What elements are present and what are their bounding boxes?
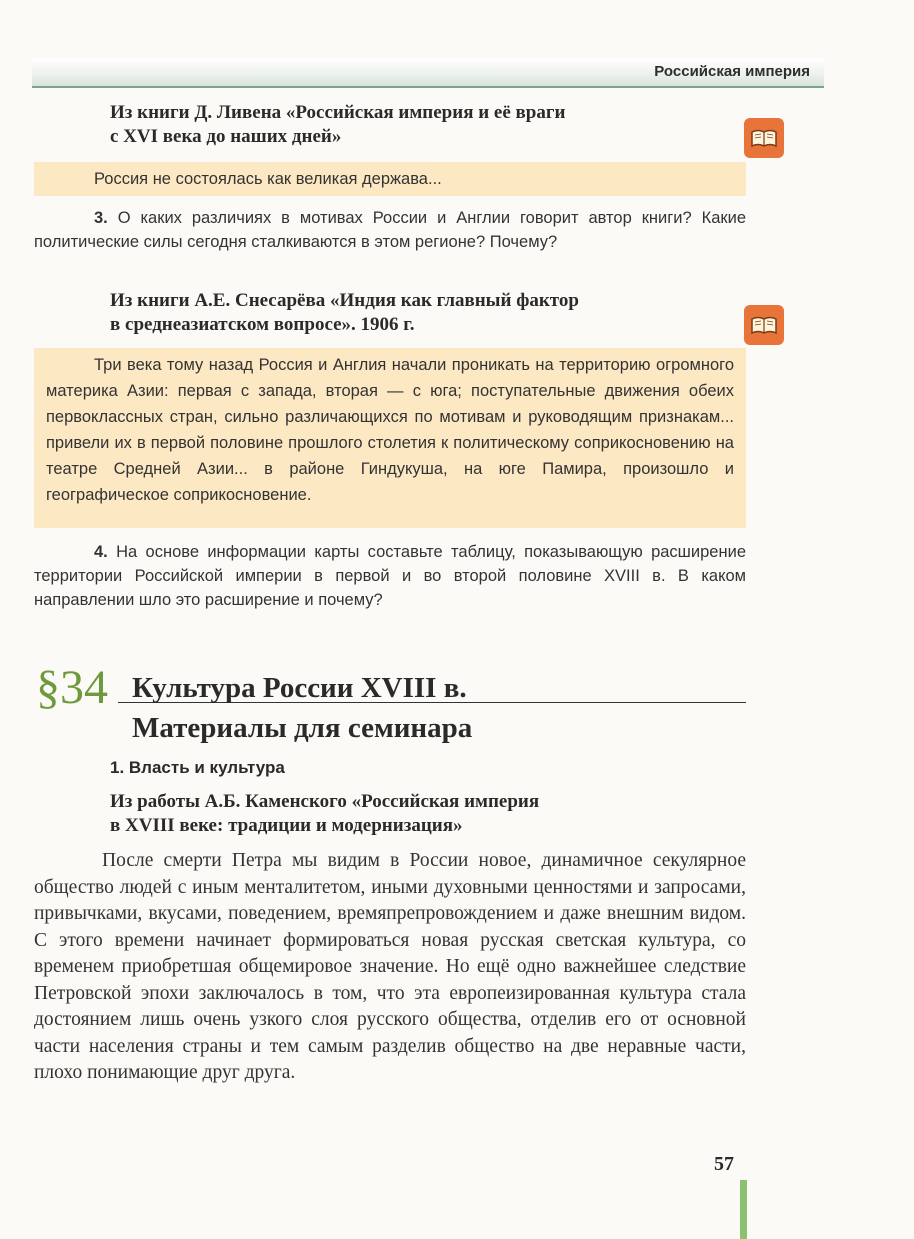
subsection-heading: 1. Власть и культура xyxy=(110,758,285,777)
running-header-title: Российская империя xyxy=(654,63,810,80)
source-2-quote-text: Три века тому назад Россия и Англия начали проникать на территорию огромного материка Азии: первая с запада, вторая — с юга; поступательные движения обеих первоклассных стран, сильно различающихся по мотивам и руководящим признакам... привели их в первой половине прошлого столетия к политическому соприкосновению на театре Средней Азии... в районе Гиндукуша, на юге Памира, произошло и географическое соприкосновение. xyxy=(46,356,734,504)
source-3-title-line2: в XVIII веке: традиции и модернизация» xyxy=(110,815,463,836)
question-4-number: 4. xyxy=(94,543,108,561)
source-3-text xyxy=(34,848,746,1087)
book-icon xyxy=(744,305,784,345)
section-number: §34 xyxy=(36,661,108,714)
question-3-text: О каких различиях в мотивах России и Англии говорит автор книги? Какие политические силы сегодня сталкиваются в этом регионе? Почему? xyxy=(34,209,746,251)
source-3-paragraph: После смерти Петра мы видим в России новое, динамичное секулярное общество людей с иным менталитетом, иными духовными ценностями и запросами, привычками, вкусами, поведением, времяпрепровождением и даже внешним видом. С этого времени начинает формироваться новая русская светская культура, со временем приобретшая общемировое значение. Но ещё одно важнейшее следствие Петровской эпохи заключалось в том, что эта европеизированная культура стала достоянием лишь очень узкого слоя русского общества, отделив его от основной части населения страны и тем самым разделив общество на две неравные части, плохо понимающие друг друга. xyxy=(34,850,746,1083)
source-1-title-line2: с XVI века до наших дней» xyxy=(110,126,342,147)
source-2-title-line1: Из книги А.Е. Снесарёва «Индия как главный фактор xyxy=(110,290,579,311)
section-title xyxy=(132,670,472,746)
question-3 xyxy=(34,206,746,254)
book-icon xyxy=(744,118,784,158)
source-3-title xyxy=(110,790,539,838)
source-1-title xyxy=(110,101,565,149)
page-edge-bar xyxy=(740,1180,747,1239)
running-header xyxy=(32,58,824,88)
source-1-quote xyxy=(34,162,746,196)
source-3-title-line1: Из работы А.Б. Каменского «Российская империя xyxy=(110,791,540,812)
question-3-number: 3. xyxy=(94,209,108,227)
source-2-title-line2: в среднеазиатском вопросе». 1906 г. xyxy=(110,314,415,335)
source-1-title-line1: Из книги Д. Ливена «Российская империя и её враги xyxy=(110,102,566,123)
question-4-text: На основе информации карты составьте таблицу, показывающую расширение территории Российской империи в первой и во второй половине XVIII в. В каком направлении шло это расширение и почему? xyxy=(34,543,746,609)
section-title-line2: Материалы для семинара xyxy=(132,712,473,744)
section-title-line1: Культура России XVIII в. xyxy=(132,672,467,704)
source-1-quote-text: Россия не состоялась как великая держава... xyxy=(94,170,442,188)
page-number: 57 xyxy=(714,1153,734,1175)
source-2-title xyxy=(110,289,579,337)
source-2-quote xyxy=(34,348,746,528)
question-4 xyxy=(34,540,746,612)
